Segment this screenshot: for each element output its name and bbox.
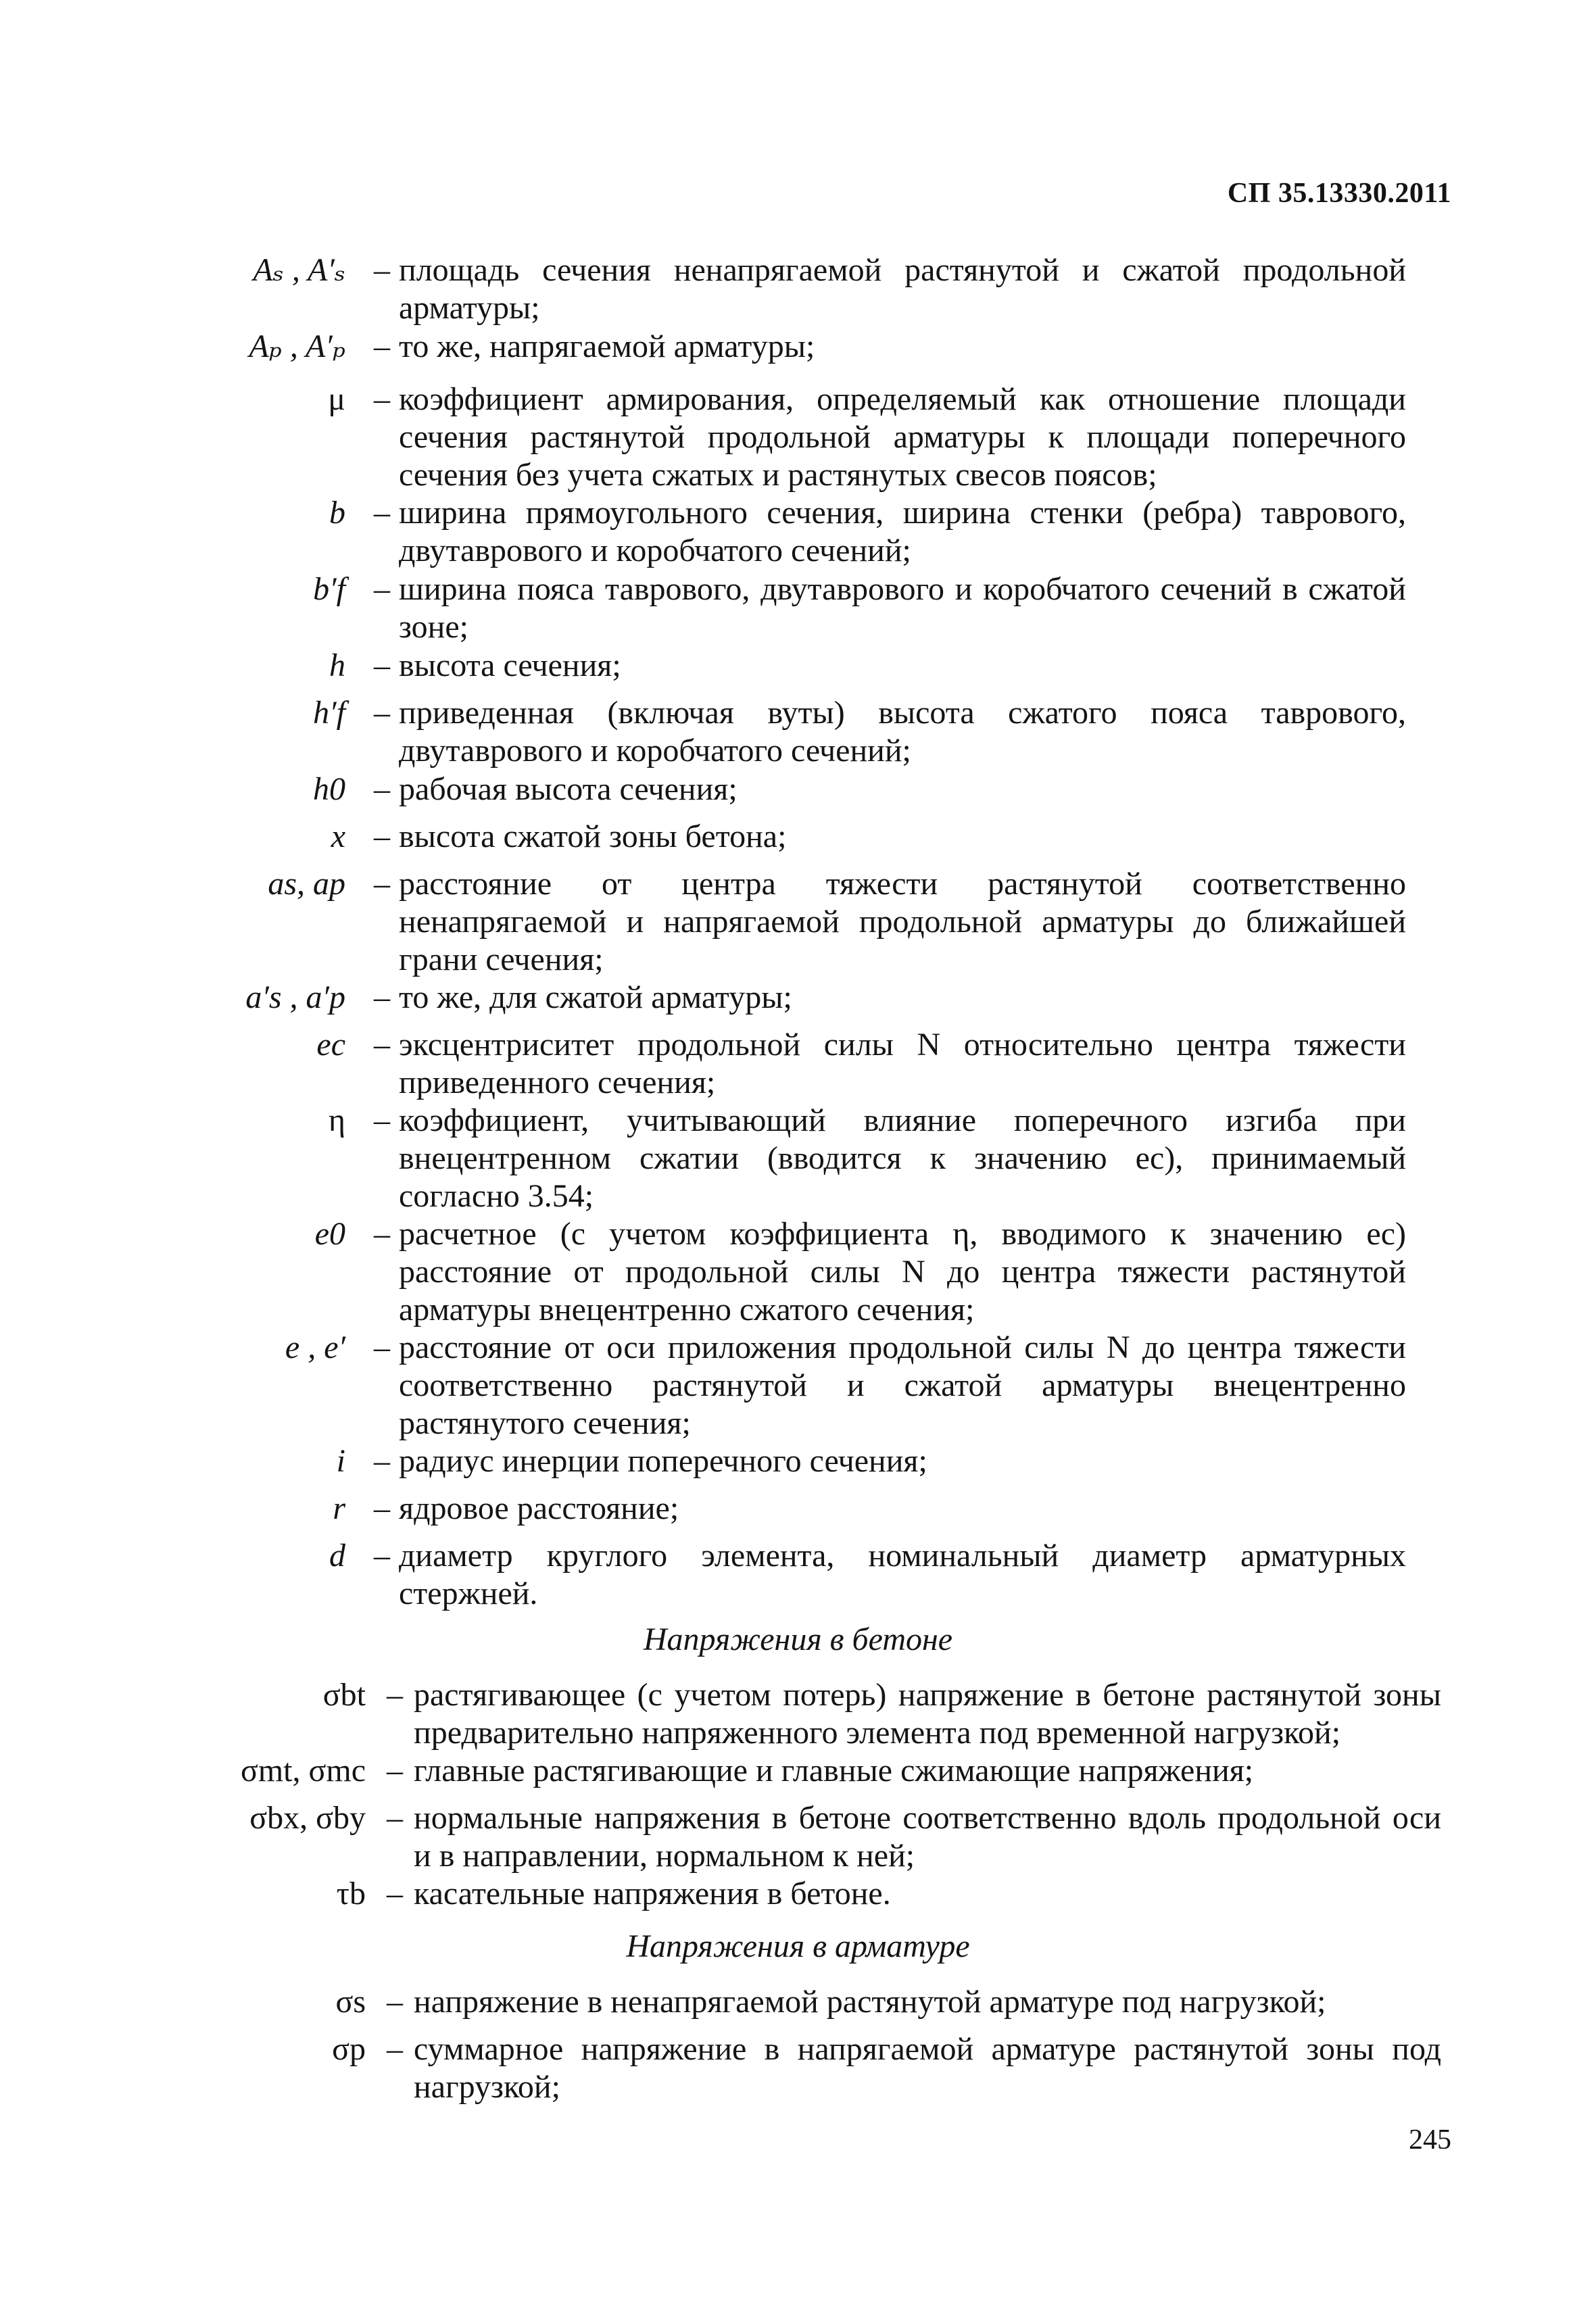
definition-text: растягивающее (с учетом потерь) напряжение в бетоне растянутой зоны предварительно напряженного элемента под временной нагрузкой; [414, 1677, 1441, 1751]
definition-text: то же, напрягаемой арматуры; [399, 328, 815, 364]
definition-dash: – [374, 1216, 390, 1252]
definition-symbol: h [329, 648, 345, 683]
definition-symbol: σp [332, 2031, 366, 2067]
definition-symbol: σbt [322, 1677, 366, 1713]
definition-text: напряжение в ненапрягаемой растянутой арматуре под нагрузкой; [414, 1984, 1326, 2020]
definition-text: расстояние от оси приложения продольной силы N до центра тяжести соответственно растянутой и сжатой арматуры внецентренно растянутого сечения; [399, 1330, 1406, 1441]
definition-dash: – [374, 1330, 390, 1365]
definition-dash: – [374, 252, 390, 288]
definition-text: ширина пояса таврового, двутаврового и коробчатого сечений в сжатой зоне; [399, 571, 1406, 645]
page-number: 245 [1409, 2124, 1451, 2155]
definition-text: высота сжатой зоны бетона; [399, 819, 787, 854]
definition-symbol: x [331, 819, 345, 854]
definition-dash: – [374, 866, 390, 902]
definition-symbol: b′f [313, 571, 345, 607]
definition-text: коэффициент армирования, определяемый как отношение площади сечения растянутой продольной арматуры к площади поперечного сечения без учета сжатых и растянутых свесов поясов; [399, 381, 1406, 493]
definition-symbol: μ [328, 381, 345, 417]
section-heading-concrete: Напряжения в бетоне [643, 1622, 953, 1657]
definition-symbol: σmt, σmc [240, 1753, 366, 1788]
definition-symbol: r [333, 1490, 345, 1526]
definition-text: площадь сечения ненапрягаемой растянутой и сжатой продольной арматуры; [399, 252, 1406, 326]
definition-symbol: b [329, 495, 345, 531]
definition-symbol: Aₛ , A′ₛ [253, 252, 345, 288]
definition-dash: – [374, 328, 390, 364]
definition-dash: – [374, 1443, 390, 1479]
definition-text: нормальные напряжения в бетоне соответственно вдоль продольной оси и в направлении, нормальном к ней; [414, 1800, 1441, 1874]
definition-symbol: i [336, 1443, 345, 1479]
definition-dash: – [374, 495, 390, 531]
definition-text: суммарное напряжение в напрягаемой арматуре растянутой зоны под нагрузкой; [414, 2031, 1441, 2105]
definition-dash: – [374, 1027, 390, 1063]
definition-symbol: h′f [313, 695, 345, 731]
definition-symbol: e0 [314, 1216, 345, 1252]
definition-text: касательные напряжения в бетоне. [414, 1876, 891, 1911]
definition-text: высота сечения; [399, 648, 621, 683]
definition-dash: – [387, 1984, 403, 2020]
definition-text: ядровое расстояние; [399, 1490, 679, 1526]
definition-symbol: Aₚ , A′ₚ [249, 328, 345, 364]
definition-dash: – [387, 2031, 403, 2067]
definition-dash: – [374, 979, 390, 1015]
definition-text: главные растягивающие и главные сжимающие напряжения; [414, 1753, 1254, 1788]
definition-text: ширина прямоугольного сечения, ширина стенки (ребра) таврового, двутаврового и коробчатого сечений; [399, 495, 1406, 568]
definition-text: диаметр круглого элемента, номинальный диаметр арматурных стержней. [399, 1538, 1406, 1611]
definition-dash: – [374, 1102, 390, 1138]
definition-dash: – [374, 1538, 390, 1574]
definition-dash: – [374, 648, 390, 683]
definition-dash: – [374, 695, 390, 731]
definition-dash: – [374, 819, 390, 854]
definition-dash: – [374, 571, 390, 607]
definition-symbol: e , e′ [285, 1330, 345, 1365]
definition-symbol: τb [336, 1876, 366, 1911]
definition-text: приведенная (включая вуты) высота сжатого пояса таврового, двутаврового и коробчатого сечений; [399, 695, 1406, 769]
definition-dash: – [374, 381, 390, 417]
definition-dash: – [374, 771, 390, 807]
section-heading-rebar: Напряжения в арматуре [626, 1928, 970, 1964]
definition-symbol: σbx, σby [249, 1800, 366, 1836]
definition-dash: – [387, 1876, 403, 1911]
definition-text: расчетное (с учетом коэффициента η, вводимого к значению ec) расстояние от продольной силы N до центра тяжести растянутой арматуры внецентренно сжатого сечения; [399, 1216, 1406, 1327]
definition-text: радиус инерции поперечного сечения; [399, 1443, 927, 1479]
definition-dash: – [387, 1753, 403, 1788]
definition-symbol: as, ap [268, 866, 345, 902]
definition-text: эксцентриситет продольной силы N относительно центра тяжести приведенного сечения; [399, 1027, 1406, 1100]
definition-symbol: ec [316, 1027, 345, 1063]
document-code-header: СП 35.13330.2011 [1227, 178, 1451, 209]
definition-text: то же, для сжатой арматуры; [399, 979, 792, 1015]
definition-dash: – [374, 1490, 390, 1526]
definition-symbol: d [329, 1538, 345, 1574]
definition-symbol: σs [335, 1984, 366, 2020]
definition-dash: – [387, 1677, 403, 1713]
definition-text: расстояние от центра тяжести растянутой соответственно ненапрягаемой и напрягаемой продольной арматуры до ближайшей грани сечения; [399, 866, 1406, 977]
definition-text: коэффициент, учитывающий влияние поперечного изгиба при внецентренном сжатии (вводится к значению ec), принимаемый согласно 3.54; [399, 1102, 1406, 1214]
definition-symbol: a′s , a′p [245, 979, 345, 1015]
definition-dash: – [387, 1800, 403, 1836]
definition-symbol: h0 [313, 771, 345, 807]
definition-symbol: η [328, 1102, 345, 1138]
definition-text: рабочая высота сечения; [399, 771, 737, 807]
